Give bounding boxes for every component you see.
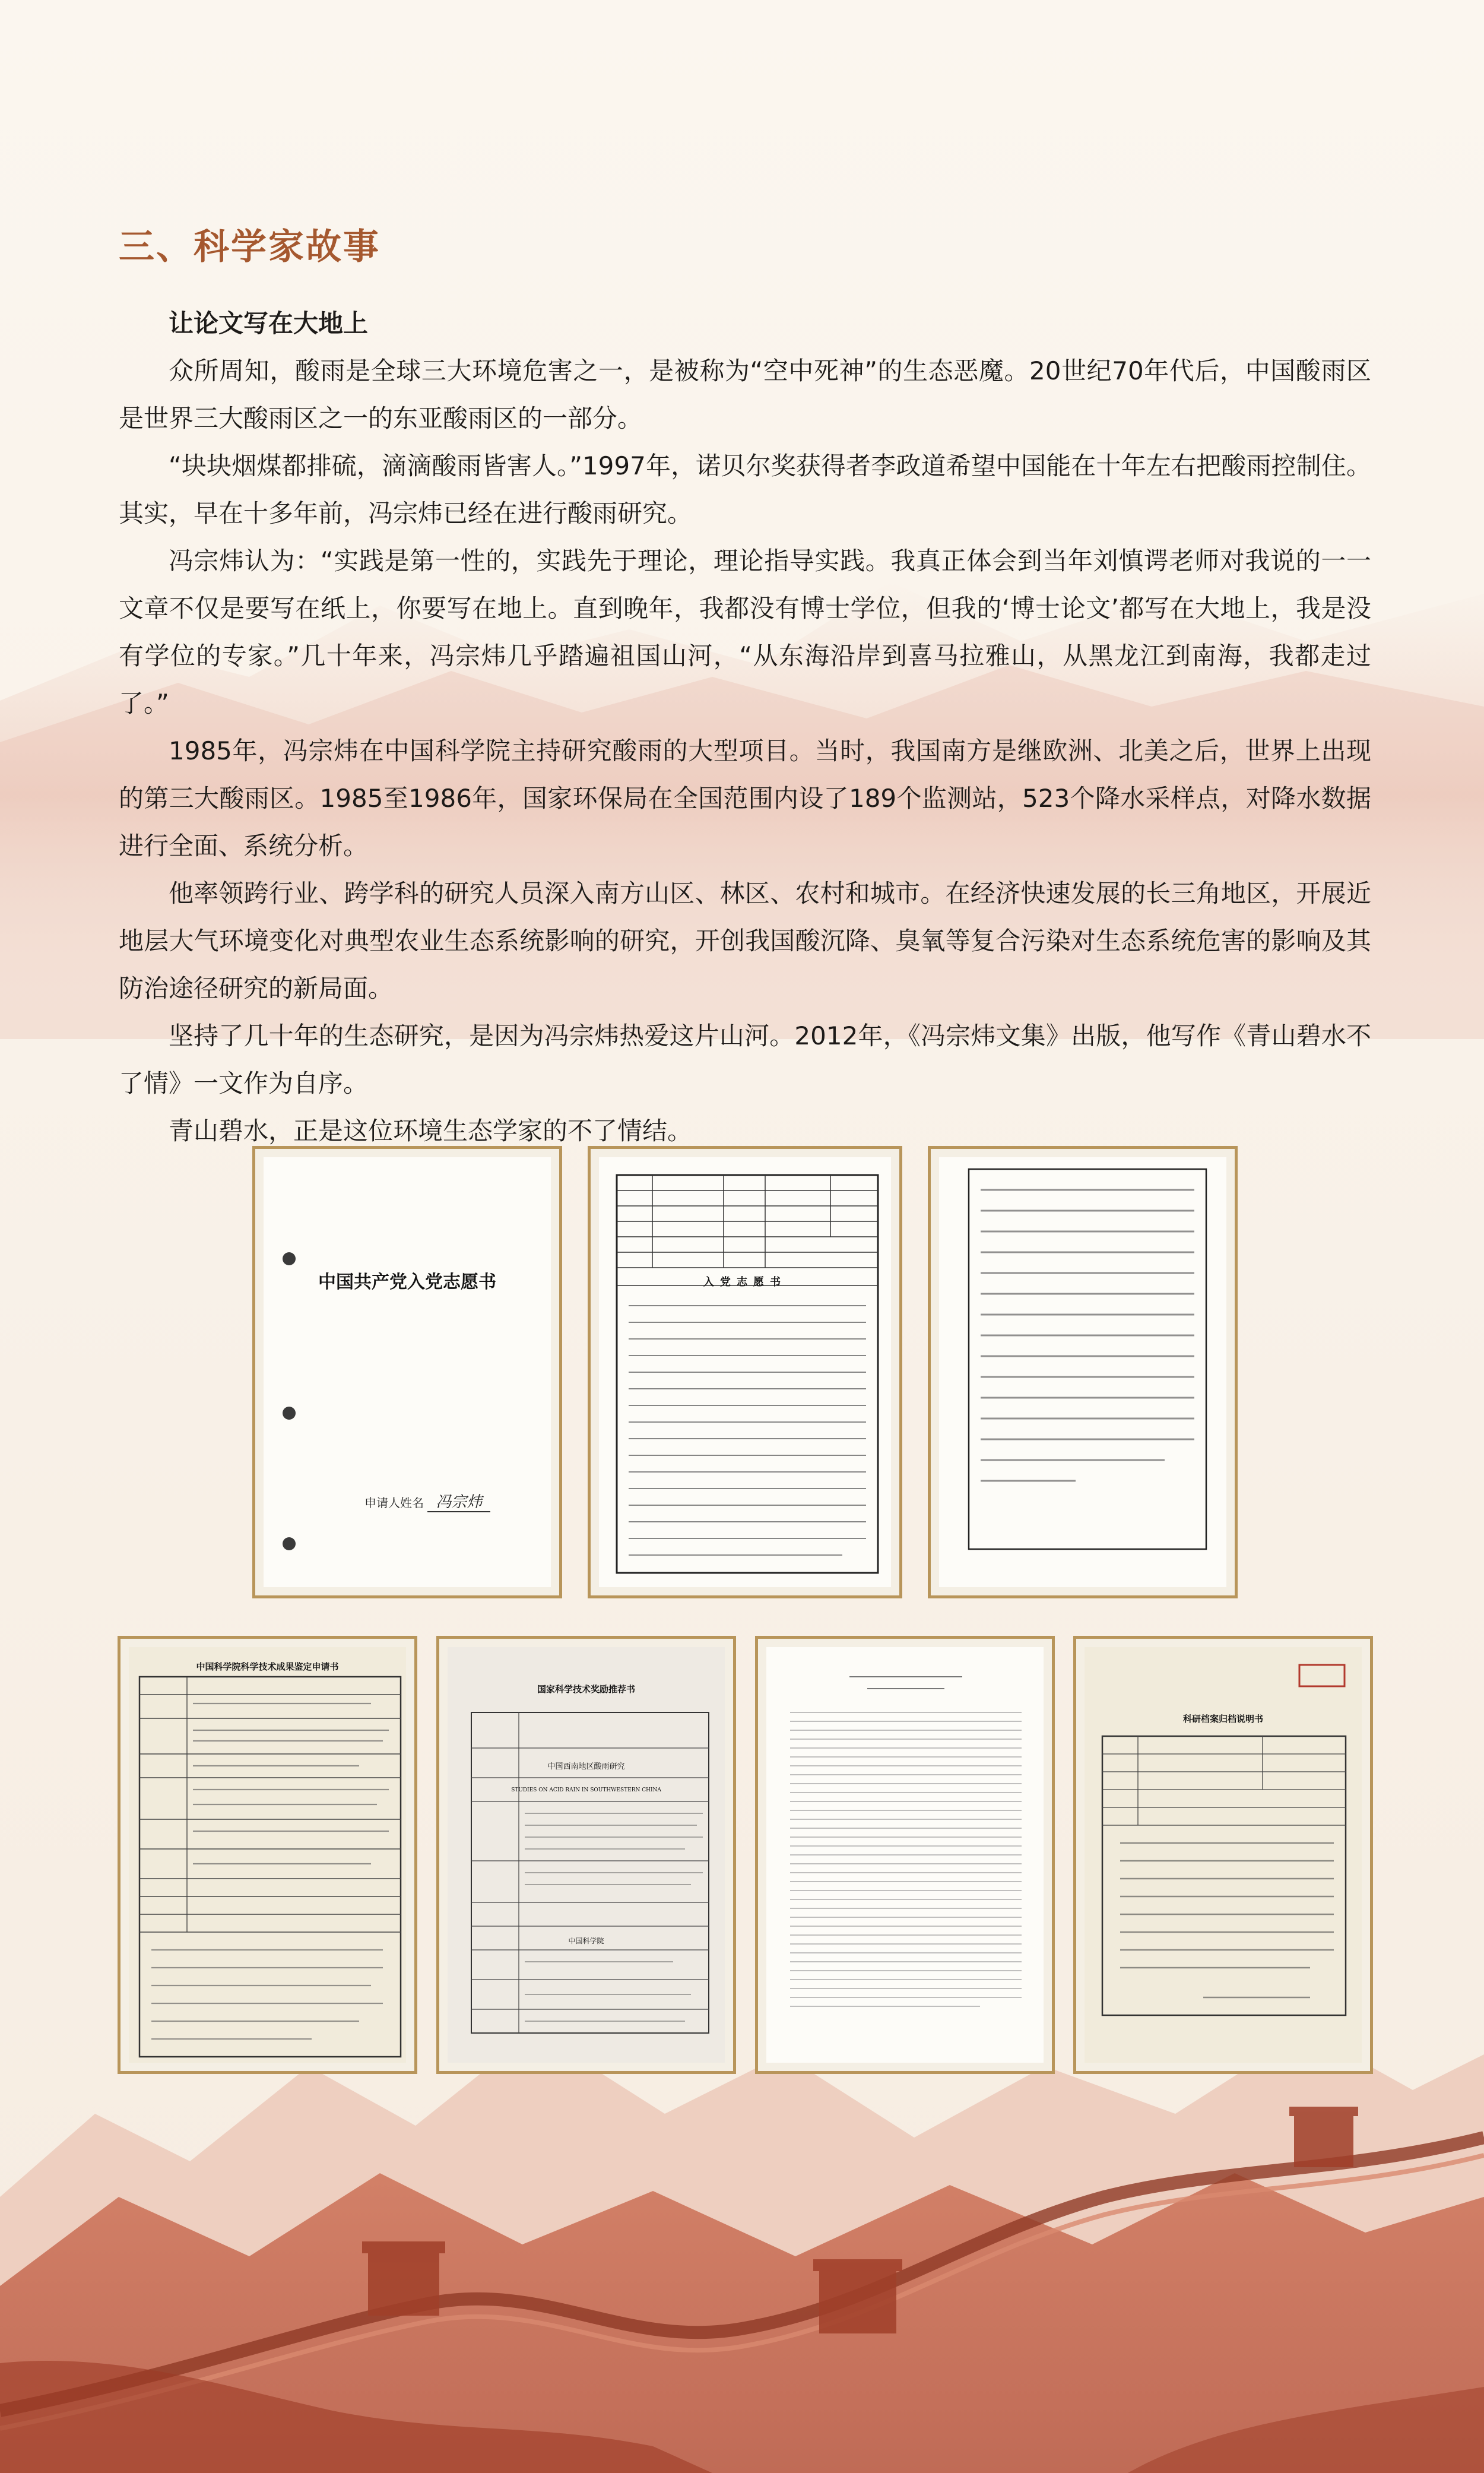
form-grid — [448, 1647, 725, 2057]
document-photo-national-award-nomination — [436, 1636, 736, 2074]
applicant-name-label: 申请人姓名 冯宗炜 — [364, 1490, 490, 1512]
article-paragraph: 坚持了几十年的生态研究，是因为冯宗炜热爱这片山河。2012年，《冯宗炜文集》出版，他写作《青山碧水不了情》一文作为自序。 — [119, 1021, 1371, 1098]
article-paragraph: “块块烟煤都排硫，滴滴酸雨皆害人。”1997年，诺贝尔奖获得者李政道希望中国能在十年左右把酸雨控制住。其实，早在十多年前，冯宗炜已经在进行酸雨研究。 — [119, 451, 1371, 528]
document-paper — [448, 1647, 725, 2063]
article-paragraph: 冯宗炜认为：“实践是第一性的，实践先于理论，理论指导实践。我真正体会到当年刘慎谔老师对我说的一一文章不仅是要写在纸上，你要写在地上。直到晚年，我都没有博士学位，但我的‘博士论文’都写在大地上，我是没有学位的专家。”几十年来，冯宗炜几乎踏遍祖国山河，“从东海沿岸到喜马拉雅山，从黑龙江到南海，我都走过了。” — [119, 546, 1371, 718]
form-grid — [605, 1163, 890, 1587]
document-photo-research-report — [755, 1636, 1055, 2074]
form-grid — [1085, 1647, 1362, 2057]
document-paper — [939, 1157, 1226, 1587]
document-paper — [599, 1157, 891, 1587]
document-photo-party-application-form — [588, 1146, 902, 1598]
form-grid — [134, 1671, 406, 2063]
applicant-signature: 冯宗炜 — [427, 1493, 490, 1512]
document-photo-achievement-appraisal-form — [118, 1636, 417, 2074]
nominating-org: 中国科学院 — [568, 1937, 604, 1945]
binding-hole — [283, 1407, 296, 1420]
article-subtitle: 让论文写在大地上 — [169, 309, 369, 338]
article-paragraph: 青山碧水，正是这位环境生态学家的不了情结。 — [169, 1116, 693, 1145]
document-title: 中国共产党入党志愿书 — [318, 1272, 496, 1293]
document-title: 科研档案归档说明书 — [1182, 1714, 1263, 1724]
document-photo-handwritten-page — [928, 1146, 1238, 1598]
document-title: 国家科学技术奖励推荐书 — [537, 1684, 635, 1695]
document-paper — [129, 1647, 406, 2063]
binding-hole — [283, 1537, 296, 1550]
handwriting-lines — [939, 1157, 1226, 1587]
article-paragraph: 1985年，冯宗炜在中国科学院主持研究酸雨的大型项目。当时，我国南方是继欧洲、北美之后，世界上出现的第三大酸雨区。1985至1986年，国家环保局在全国范围内设了189个监测站，523个降水采样点，对降水数据进行全面、系统分析。 — [119, 736, 1371, 860]
project-name-en: STUDIES ON ACID RAIN IN SOUTHWESTERN CHINA — [511, 1787, 661, 1793]
article-body — [119, 300, 1371, 1155]
document-paper — [766, 1647, 1044, 2063]
document-paper — [264, 1157, 551, 1587]
document-title: 入党志愿书 — [703, 1276, 787, 1288]
document-title: 中国科学院科学技术成果鉴定申请书 — [196, 1661, 339, 1672]
document-photo-party-application-cover — [252, 1146, 562, 1598]
section-title: 三、科学家故事 — [119, 226, 380, 268]
project-name-cn: 中国西南地区酸雨研究 — [547, 1762, 625, 1771]
article-paragraph: 他率领跨行业、跨学科的研究人员深入南方山区、林区、农村和城市。在经济快速发展的长三角地区，开展近地层大气环境变化对典型农业生态系统影响的研究，开创我国酸沉降、臭氧等复合污染对生态系统危害的影响及其防治途径研究的新局面。 — [119, 879, 1371, 1003]
article-paragraph: 众所周知，酸雨是全球三大环境危害之一，是被称为“空中死神”的生态恶魔。20世纪70年代后，中国酸雨区是世界三大酸雨区之一的东亚酸雨区的一部分。 — [119, 356, 1371, 433]
document-paper — [1085, 1647, 1362, 2063]
binding-hole — [283, 1252, 296, 1265]
document-photo-archive-filing-form — [1073, 1636, 1373, 2074]
report-text-lines — [766, 1647, 1044, 2057]
